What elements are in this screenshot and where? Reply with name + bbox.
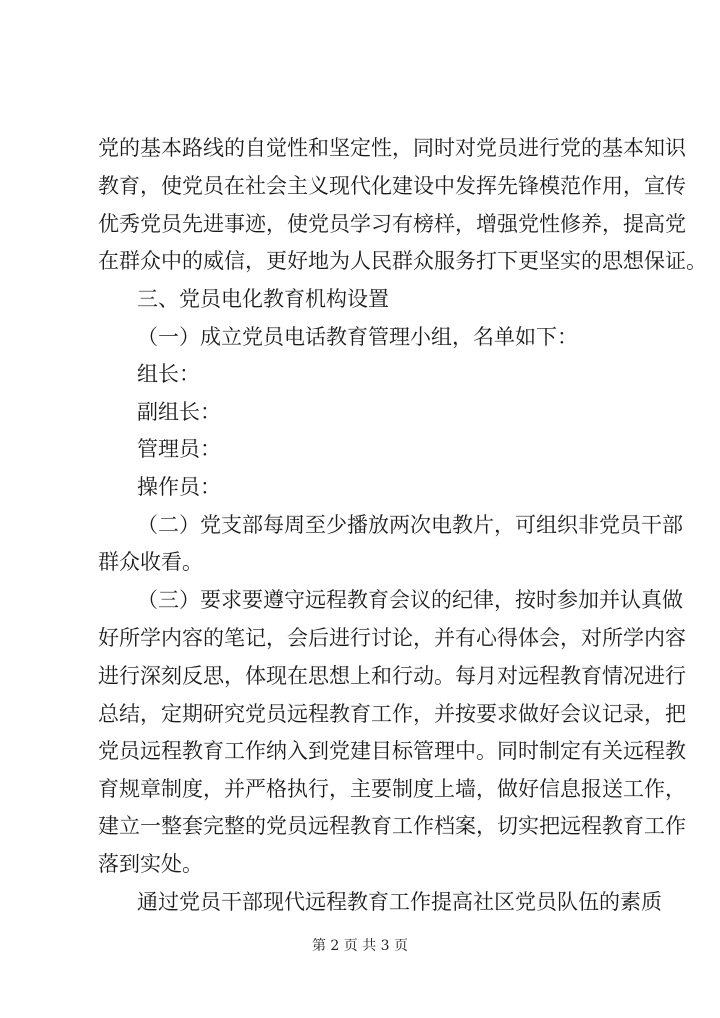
paragraph-line: 建立一整套完整的党员远程教育工作档案，切实把远程教育工作 bbox=[98, 814, 686, 838]
page-number-footer: 第 2 页 共 3 页 bbox=[311, 938, 409, 954]
list-item: 管理员： bbox=[137, 437, 221, 461]
list-item: 组长： bbox=[137, 362, 200, 386]
paragraph-line: 在群众中的威信，更好地为人民群众服务打下更坚实的思想保证。 bbox=[98, 249, 707, 273]
paragraph-line: （二）党支部每周至少播放两次电教片，可组织非党员干部 bbox=[137, 513, 683, 537]
paragraph-line: 育规章制度，并严格执行，主要制度上墙，做好信息报送工作， bbox=[98, 777, 686, 801]
paragraph-line: （三）要求要遵守远程教育会议的纪律，按时参加并认真做 bbox=[137, 588, 683, 612]
paragraph-line: 群众收看。 bbox=[98, 550, 203, 574]
paragraph-line: 教育，使党员在社会主义现代化建设中发挥先锋模范作用，宣传 bbox=[98, 174, 686, 198]
paragraph-line: 落到实处。 bbox=[98, 852, 203, 876]
paragraph-line: 优秀党员先进事迹，使党员学习有榜样，增强党性修养，提高党 bbox=[98, 212, 686, 236]
paragraph-line: 通过党员干部现代远程教育工作提高社区党员队伍的素质 bbox=[137, 890, 662, 914]
paragraph-line: 党的基本路线的自觉性和坚定性，同时对党员进行党的基本知识 bbox=[98, 136, 686, 160]
paragraph-line: 总结，定期研究党员远程教育工作，并按要求做好会议记录，把 bbox=[98, 702, 686, 726]
subsection-heading: （一）成立党员电话教育管理小组，名单如下： bbox=[137, 325, 578, 349]
section-heading: 三、党员电化教育机构设置 bbox=[137, 287, 389, 311]
paragraph-line: 进行深刻反思，体现在思想上和行动。每月对远程教育情况进行 bbox=[98, 664, 686, 688]
paragraph-line: 好所学内容的笔记，会后进行讨论，并有心得体会，对所学内容 bbox=[98, 626, 686, 650]
list-item: 操作员： bbox=[137, 475, 221, 499]
paragraph-line: 党员远程教育工作纳入到党建目标管理中。同时制定有关远程教 bbox=[98, 739, 686, 763]
list-item: 副组长： bbox=[137, 400, 221, 424]
